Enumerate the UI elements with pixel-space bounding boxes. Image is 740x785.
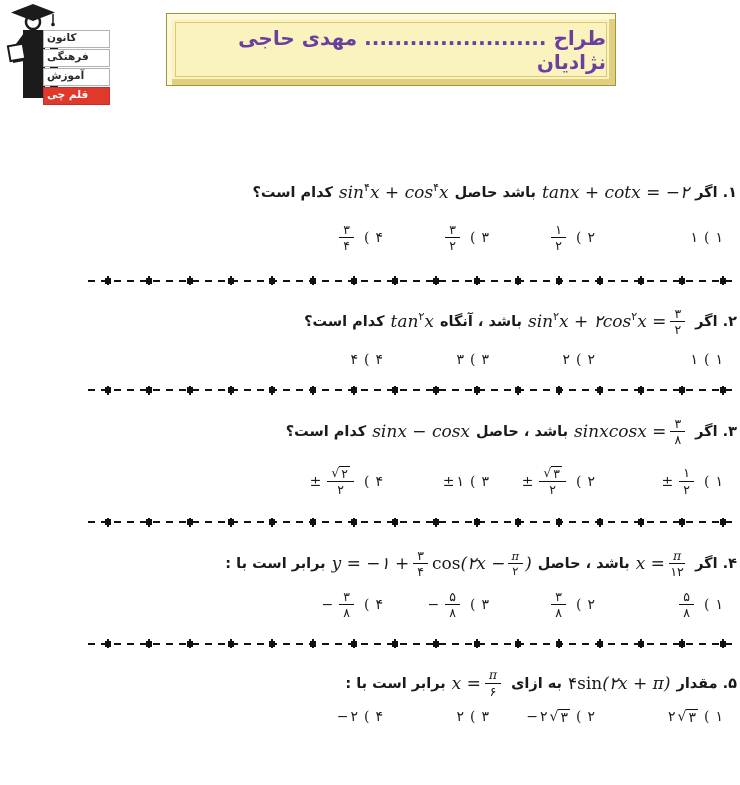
option-number: ۲: [587, 709, 595, 725]
minus-sign: −: [427, 597, 440, 614]
option-number: ۴: [375, 597, 383, 614]
option-1: [675, 590, 723, 621]
option-number: ۴: [375, 473, 383, 490]
math-text: ): [525, 553, 532, 574]
denominator: ۲: [449, 238, 456, 253]
kanoon-logo: [6, 3, 112, 101]
option-number: ۳: [481, 473, 489, 490]
dashed-separator: [88, 639, 734, 648]
option-value: [547, 590, 570, 621]
question-list: [0, 180, 740, 729]
question-2: [0, 307, 737, 372]
option-1: [690, 352, 723, 368]
numerator: π: [508, 550, 524, 564]
math-text: x =: [637, 312, 667, 333]
stem-text: کدام است؟: [252, 185, 333, 201]
option-number: ۲: [587, 230, 595, 246]
designer-banner-frame: [175, 22, 607, 77]
numerator: ۳: [339, 590, 354, 605]
dashed-separator: [88, 518, 734, 527]
value-text: ۱: [690, 351, 698, 368]
fraction: [670, 417, 685, 448]
value-text: ۱: [456, 473, 464, 490]
fraction: [551, 590, 566, 621]
plus-minus-sign: ±: [309, 473, 322, 490]
math-expression: [636, 549, 689, 580]
numerator: ۵: [679, 590, 694, 605]
option-paren: (: [470, 351, 476, 368]
radical-sign: √: [549, 708, 559, 725]
logo-brand-ghalamchi: قلم چی: [43, 87, 110, 105]
option-paren: (: [470, 230, 476, 246]
option-number: ۴: [375, 351, 383, 368]
option-paren: (: [576, 597, 582, 614]
value-text: ۳: [456, 351, 464, 368]
exponent: ۲: [631, 309, 638, 323]
question-1: [0, 180, 737, 260]
fraction: [339, 590, 354, 621]
math-text: x =: [451, 673, 481, 694]
option-value: [668, 709, 698, 726]
math-text: tan: [390, 312, 419, 333]
question-1-stem: [0, 180, 737, 206]
option-value: [690, 230, 698, 246]
square-root: [331, 466, 350, 481]
option-value: [456, 709, 464, 725]
numerator: ۵: [445, 590, 460, 605]
option-paren: (: [364, 597, 370, 614]
option-2: [547, 590, 595, 621]
option-number: ۳: [481, 230, 489, 246]
math-expression: [390, 309, 434, 333]
math-text: x: [438, 183, 449, 203]
option-paren: (: [704, 230, 710, 246]
math-text: x: [424, 312, 434, 333]
page-header: [0, 0, 740, 100]
option-value: [337, 709, 358, 725]
option-paren: (: [576, 473, 582, 490]
fraction: [551, 223, 566, 254]
question-5-options: [0, 705, 723, 729]
numerator: ۳: [339, 223, 354, 238]
option-2: [526, 709, 595, 726]
option-paren: (: [704, 709, 710, 725]
function-name: ۴sin: [568, 673, 603, 694]
fraction: [670, 307, 685, 338]
fraction: [445, 223, 460, 254]
fraction: [679, 590, 694, 621]
radicand: ۲: [341, 465, 348, 481]
math-text: sinx − cosx: [372, 422, 471, 443]
option-value: [441, 223, 464, 254]
plus-minus-sign: ±: [442, 473, 455, 490]
denominator: ۶: [489, 683, 497, 699]
exponent: ۲: [553, 309, 560, 323]
option-value: [335, 223, 358, 254]
option-4: [310, 466, 383, 498]
denominator: ۸: [683, 605, 690, 621]
option-paren: (: [576, 351, 582, 368]
option-value: [690, 352, 698, 368]
exponent: ۴: [433, 180, 439, 194]
option-number: ۴: [375, 230, 383, 246]
option-value: [562, 352, 570, 368]
option-value: [310, 466, 358, 498]
logo-wordmark: [43, 30, 110, 105]
math-expression: [542, 183, 689, 203]
numerator: ۳: [445, 223, 460, 238]
value-text: ۴: [350, 351, 358, 368]
math-text: x + cos: [369, 183, 434, 203]
denominator: ۴: [343, 238, 350, 253]
option-paren: (: [704, 597, 710, 614]
stem-text: باشد ، حاصل: [537, 555, 630, 572]
option-4: [350, 352, 383, 368]
option-1: [690, 230, 723, 246]
numerator: π: [669, 549, 685, 564]
question-number: ۴. اگر: [695, 555, 737, 572]
math-text: x =: [635, 553, 665, 574]
math-expression: [528, 307, 689, 338]
option-value: [443, 474, 464, 490]
logo-word-kanoon: کانون: [43, 30, 110, 48]
option-2: [547, 223, 595, 254]
stem-text: باشد ، حاصل: [476, 424, 569, 441]
value-text: ۱: [690, 230, 698, 246]
square-root: [543, 466, 562, 481]
fraction: [485, 668, 501, 699]
math-text: x + ۲cos: [559, 312, 632, 333]
exponent: ۲: [418, 309, 425, 323]
radicand: ۳: [688, 709, 696, 726]
math-text: y = −۱ +: [331, 553, 410, 574]
designer-banner: [166, 13, 616, 86]
value-text: ۲: [456, 709, 464, 725]
option-number: ۲: [587, 473, 595, 490]
radicand: ۳: [553, 465, 560, 481]
numerator: ۱: [551, 223, 566, 238]
option-value: [350, 352, 358, 368]
fraction: [327, 466, 354, 498]
denominator: ۲: [512, 563, 519, 578]
math-text: (۲x + π): [602, 673, 671, 694]
question-5-stem: [0, 668, 737, 699]
option-paren: (: [470, 709, 476, 725]
option-2: [562, 352, 595, 368]
numerator: [327, 466, 354, 482]
option-number: ۳: [481, 351, 489, 368]
option-number: ۱: [715, 230, 723, 246]
fraction: [339, 223, 354, 254]
denominator: ۲: [337, 482, 345, 497]
plus-minus-sign: ±: [661, 473, 674, 490]
question-3: [0, 417, 737, 504]
radical-sign: √: [543, 464, 552, 480]
stem-text: برابر است با :: [225, 555, 326, 572]
option-paren: (: [704, 473, 710, 490]
math-expression: [338, 180, 449, 203]
question-2-options: [0, 348, 723, 372]
option-value: [428, 590, 464, 621]
math-text: sin: [527, 312, 554, 333]
option-value: [322, 590, 358, 621]
numerator: ۳: [551, 590, 566, 605]
stem-text: باشد ، آنگاه: [439, 314, 522, 331]
fraction: [679, 466, 694, 497]
option-paren: (: [364, 230, 370, 246]
square-root: [550, 709, 570, 726]
option-3: [441, 223, 489, 254]
stem-text: برابر است با :: [345, 675, 446, 692]
question-number: ۵. مقدار: [676, 675, 737, 692]
denominator: ۸: [674, 432, 682, 448]
plus-minus-sign: ±: [521, 473, 534, 490]
denominator: ۲: [555, 238, 562, 253]
fraction: [413, 549, 428, 580]
square-root: [678, 709, 698, 726]
question-2-stem: [0, 307, 737, 338]
denominator: ۱۲: [670, 563, 684, 579]
option-4: [335, 223, 383, 254]
value-text: ۲: [350, 709, 358, 725]
option-4: [322, 590, 383, 621]
designer-banner-text: طراح ........................ مهدی حاجی نژادیان: [238, 25, 606, 74]
math-expression: [332, 549, 532, 580]
numerator: ۳: [413, 549, 428, 564]
stem-text: کدام است؟: [285, 424, 367, 441]
question-number: ۲. اگر: [695, 314, 737, 331]
minus-sign: −: [336, 709, 349, 725]
fraction: [669, 549, 685, 580]
option-number: ۲: [587, 597, 595, 614]
math-text: tanx + cotx = −۲: [542, 183, 690, 203]
numerator: [539, 466, 566, 482]
option-value: [526, 709, 570, 726]
question-number: ۱. اگر: [695, 185, 737, 201]
denominator: ۸: [343, 605, 350, 621]
math-expression: [568, 674, 670, 694]
option-number: ۱: [715, 473, 723, 490]
math-text: (۲x −: [460, 553, 506, 574]
fraction: [508, 550, 524, 578]
numerator: ۳: [670, 417, 685, 432]
option-paren: (: [470, 597, 476, 614]
option-number: ۱: [715, 597, 723, 614]
question-4-options: [0, 583, 723, 627]
question-4-stem: [0, 549, 737, 580]
minus-sign: −: [321, 597, 334, 614]
radical-sign: √: [331, 464, 340, 480]
math-expression: [452, 668, 505, 699]
math-text: sin: [338, 183, 365, 203]
option-2: [522, 466, 595, 498]
coefficient: ۲: [540, 709, 548, 725]
dashed-separator: [88, 276, 734, 285]
option-1: [668, 709, 723, 726]
numerator: ۱: [679, 466, 694, 481]
option-number: ۴: [375, 709, 383, 725]
denominator: ۲: [549, 482, 557, 497]
option-4: [337, 709, 383, 725]
stem-text: باشد حاصل: [454, 185, 536, 201]
minus-sign: −: [526, 709, 539, 725]
stem-text: به ازای: [511, 675, 562, 692]
dashed-separator: [88, 386, 734, 395]
option-3: [428, 590, 489, 621]
math-text: sinxcosx =: [574, 422, 667, 443]
option-number: ۳: [481, 709, 489, 725]
math-expression: [372, 422, 470, 442]
stem-text: کدام است؟: [304, 314, 385, 331]
fraction: [539, 466, 566, 498]
question-number: ۳. اگر: [695, 424, 737, 441]
option-paren: (: [576, 709, 582, 725]
denominator: ۲: [674, 322, 682, 338]
option-number: ۱: [715, 351, 723, 368]
coefficient: ۲: [668, 709, 676, 725]
option-paren: (: [576, 230, 582, 246]
denominator: ۸: [449, 605, 456, 621]
math-expression: [574, 417, 689, 448]
option-paren: (: [470, 473, 476, 490]
option-paren: (: [364, 351, 370, 368]
question-4: [0, 549, 737, 628]
question-3-stem: [0, 417, 737, 448]
option-paren: (: [704, 351, 710, 368]
option-value: [522, 466, 570, 498]
radical-sign: √: [677, 708, 687, 725]
logo-word-amoozesh: آموزش: [43, 68, 110, 86]
exponent: ۴: [364, 180, 370, 194]
denominator: ۸: [555, 605, 562, 621]
option-paren: (: [364, 473, 370, 490]
option-paren: (: [364, 709, 370, 725]
option-3: [443, 474, 489, 490]
option-value: [675, 590, 698, 621]
radicand: ۳: [560, 709, 568, 726]
option-number: ۱: [715, 709, 723, 725]
question-3-options: [0, 460, 723, 504]
question-5: [0, 668, 737, 729]
option-value: [456, 352, 464, 368]
fraction: [445, 590, 460, 621]
option-number: ۳: [481, 597, 489, 614]
option-3: [456, 352, 489, 368]
numerator: π: [485, 668, 501, 683]
question-1-options: [0, 216, 723, 260]
numerator: ۳: [670, 307, 685, 322]
option-value: [547, 223, 570, 254]
option-number: ۲: [587, 351, 595, 368]
option-3: [456, 709, 489, 725]
denominator: ۲: [683, 481, 690, 497]
logo-word-farhangi: فرهنگی: [43, 49, 110, 67]
value-text: ۲: [562, 351, 570, 368]
function-name: cos: [432, 553, 461, 574]
option-value: [662, 466, 698, 497]
option-1: [662, 466, 723, 497]
denominator: ۴: [417, 563, 425, 579]
